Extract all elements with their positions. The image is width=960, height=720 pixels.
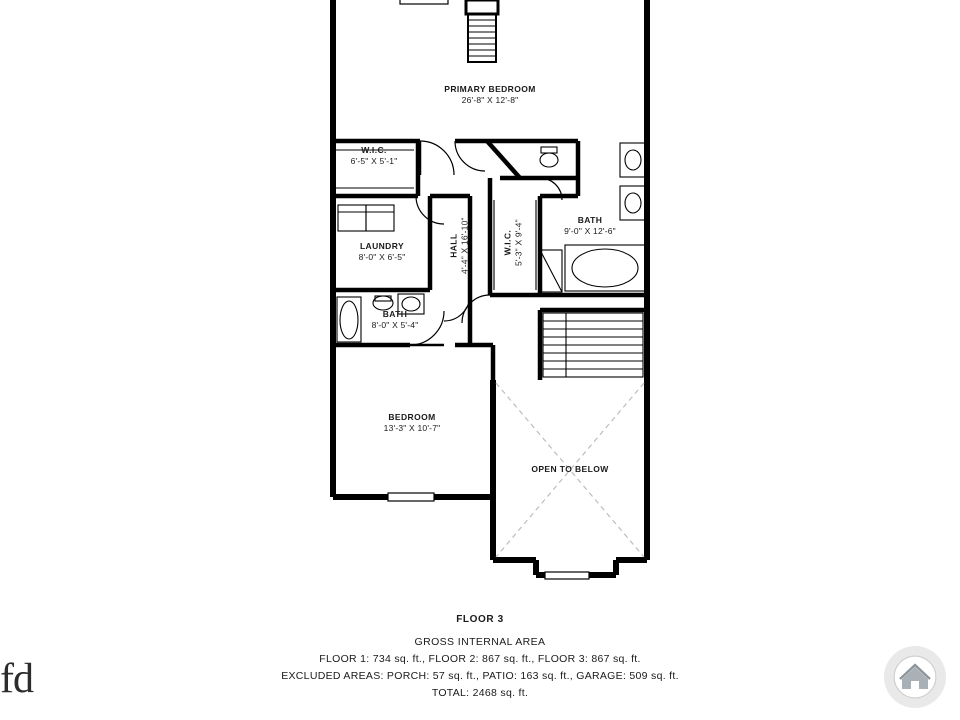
room-dims: 9'-0" X 12'-6" bbox=[564, 225, 616, 236]
plan-footer bbox=[0, 614, 960, 625]
room-name: W.I.C. bbox=[502, 229, 513, 256]
room-name: W.I.C. bbox=[361, 145, 387, 155]
room-name: LAUNDRY bbox=[359, 241, 405, 251]
gia-excluded-row bbox=[0, 670, 960, 682]
room-name: BATH bbox=[577, 215, 603, 225]
interior-walls bbox=[333, 141, 647, 380]
room-name: BEDROOM bbox=[388, 412, 436, 422]
gia-heading-row bbox=[0, 636, 960, 648]
room-dims: 8'-0" X 5'-4" bbox=[371, 319, 419, 330]
gia-heading: GROSS INTERNAL AREA bbox=[414, 636, 546, 648]
top-shaft bbox=[466, 0, 498, 14]
top-stair-hatch bbox=[468, 14, 496, 62]
room-dims: 26'-8" X 12'-8" bbox=[461, 94, 519, 105]
gia-floors-line: FLOOR 1: 734 sq. ft., FLOOR 2: 867 sq. ft., FLOOR 3: 867 sq. ft. bbox=[319, 653, 641, 665]
room-name: BATH bbox=[382, 309, 408, 319]
gia-total-line: TOTAL: 2468 sq. ft. bbox=[431, 687, 529, 699]
room-name: HALL bbox=[448, 233, 459, 258]
gia-total-row bbox=[0, 687, 960, 699]
floor-title: FLOOR 3 bbox=[456, 614, 504, 625]
gia-floors-row bbox=[0, 653, 960, 665]
room-dims: 8'-0" X 6'-5" bbox=[358, 251, 406, 262]
staircase bbox=[543, 313, 643, 377]
room-dims: 6'-5" X 5'-1" bbox=[350, 155, 398, 166]
room-name: PRIMARY BEDROOM bbox=[444, 84, 536, 94]
room-dims: 4'-4" X 16'-10" bbox=[459, 217, 469, 274]
open-to-below-hatch bbox=[496, 383, 644, 557]
watermark-text: fd bbox=[0, 656, 33, 702]
room-dims: 5'-3" X 9'-4" bbox=[513, 219, 523, 267]
room-dims: 13'-3" X 10'-7" bbox=[383, 422, 441, 433]
house-logo-icon bbox=[884, 646, 946, 708]
room-name: OPEN TO BELOW bbox=[531, 464, 609, 474]
gia-excluded-line: EXCLUDED AREAS: PORCH: 57 sq. ft., PATIO: 163 sq. ft., GARAGE: 509 sq. ft. bbox=[281, 670, 679, 682]
